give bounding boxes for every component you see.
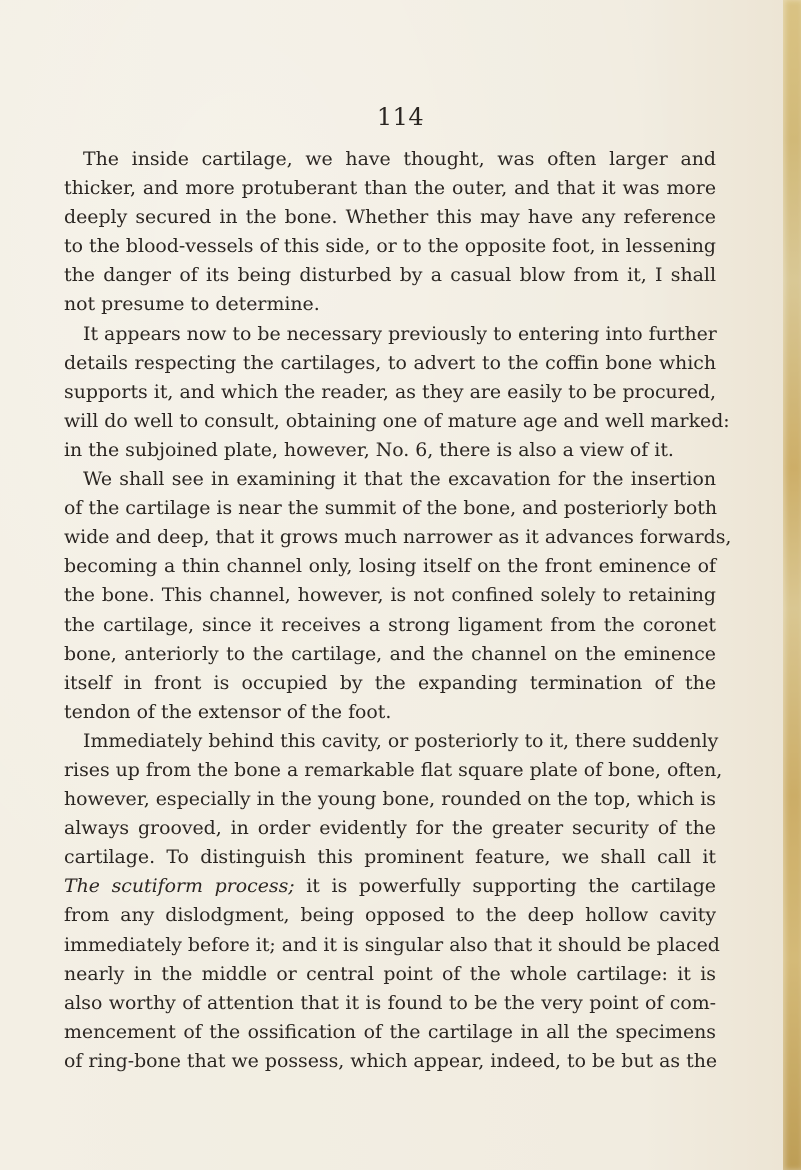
text-line-content: Immediately behind this cavity, or posteriorly to it, there suddenly — [83, 729, 719, 752]
text-line-content: of ring-bone that we possess, which appear, indeed, to be but as the — [64, 1049, 718, 1072]
text-line — [64, 1018, 716, 1047]
text-line — [64, 494, 716, 523]
text-line-content: wide and deep, that it grows much narrower as it advances forwards, — [64, 526, 732, 549]
text-line-content: mencement of the ossification of the cartilage in all the specimens — [64, 1020, 716, 1043]
text-line-content: tendon of the extensor of the foot. — [64, 700, 392, 723]
page-number: 114 — [376, 103, 425, 131]
text-line-content: the cartilage, since it receives a strong ligament from the coronet — [64, 613, 716, 636]
text-line-content: also worthy of attention that it is found to be the very point of com- — [64, 991, 716, 1014]
text-line — [64, 843, 716, 872]
text-line-content: it is powerfully supporting the cartilage — [294, 875, 716, 898]
text-line-content: from any dislodgment, being opposed to the deep hollow cavity — [64, 904, 716, 927]
text-line-content: not presume to determine. — [64, 293, 320, 316]
text-line — [64, 931, 720, 960]
text-line — [64, 989, 716, 1018]
text-line — [64, 727, 719, 756]
text-line-content: in the subjoined plate, however, No. 6, there is also a view of it. — [64, 438, 674, 461]
text-line-content: will do well to consult, obtaining one of mature age and well marked: — [64, 409, 730, 432]
text-line-content: to the blood-vessels of this side, or to the opposite foot, in lessening — [64, 235, 716, 258]
text-line-content: immediately before it; and it is singular also that it should be placed — [64, 933, 720, 956]
text-line-content: itself in front is occupied by the expanding termination of the — [64, 671, 716, 694]
text-line — [64, 611, 716, 640]
text-line — [64, 581, 716, 610]
text-line — [64, 203, 716, 232]
text-line — [64, 378, 716, 407]
text-line — [64, 669, 716, 698]
text-line-content: the bone. This channel, however, is not confined solely to retaining — [64, 584, 716, 607]
text-line-content: details respecting the cartilages, to advert to the coffin bone which — [64, 351, 716, 374]
text-line — [64, 785, 716, 814]
body-text — [64, 145, 732, 1076]
text-line — [64, 320, 716, 349]
text-line — [64, 756, 723, 785]
text-line-content: becoming a thin channel only, losing itself on the front eminence of — [64, 555, 716, 578]
text-line-content: It appears now to be necessary previously to entering into further — [83, 322, 717, 345]
text-line — [64, 145, 716, 174]
text-line — [64, 261, 716, 290]
text-line — [64, 465, 716, 494]
text-line-content: always grooved, in order evidently for the greater security of the — [64, 817, 716, 840]
text-line — [64, 960, 716, 989]
page-edge-stain — [783, 0, 801, 1170]
text-line — [64, 436, 716, 465]
italic-term: The scutiform process; — [64, 875, 295, 898]
text-line-content: rises up from the bone a remarkable flat square plate of bone, often, — [64, 758, 723, 781]
text-line-content: of the cartilage is near the summit of the bone, and posteriorly both — [64, 497, 718, 520]
text-line-content: cartilage. To distinguish this prominent feature, we shall call it — [64, 846, 716, 869]
text-line-content: The inside cartilage, we have thought, was often larger and — [83, 148, 716, 170]
text-line-content: however, especially in the young bone, rounded on the top, which is — [64, 788, 716, 811]
text-line — [64, 523, 732, 552]
text-line-content: the danger of its being disturbed by a casual blow from it, I shall — [64, 264, 716, 287]
text-line-content: nearly in the middle or central point of the whole cartilage: it is — [64, 962, 716, 985]
text-line — [64, 290, 716, 319]
text-line — [64, 407, 730, 436]
text-line-content: supports it, and which the reader, as they are easily to be procured, — [64, 380, 716, 403]
text-line — [64, 872, 716, 901]
text-line-content: deeply secured in the bone. Whether this may have any reference — [64, 206, 716, 229]
text-line-content: thicker, and more protuberant than the outer, and that it was more — [64, 177, 716, 200]
text-line-content: We shall see in examining it that the excavation for the insertion — [83, 468, 716, 491]
text-line-content: bone, anteriorly to the cartilage, and the channel on the eminence — [64, 642, 716, 665]
text-line — [64, 232, 716, 261]
text-line — [64, 901, 716, 930]
text-line — [64, 552, 716, 581]
text-line — [64, 349, 716, 378]
text-line — [64, 1047, 716, 1076]
text-line — [64, 814, 716, 843]
text-line — [64, 640, 716, 669]
text-line — [64, 174, 716, 203]
text-line — [64, 698, 716, 727]
